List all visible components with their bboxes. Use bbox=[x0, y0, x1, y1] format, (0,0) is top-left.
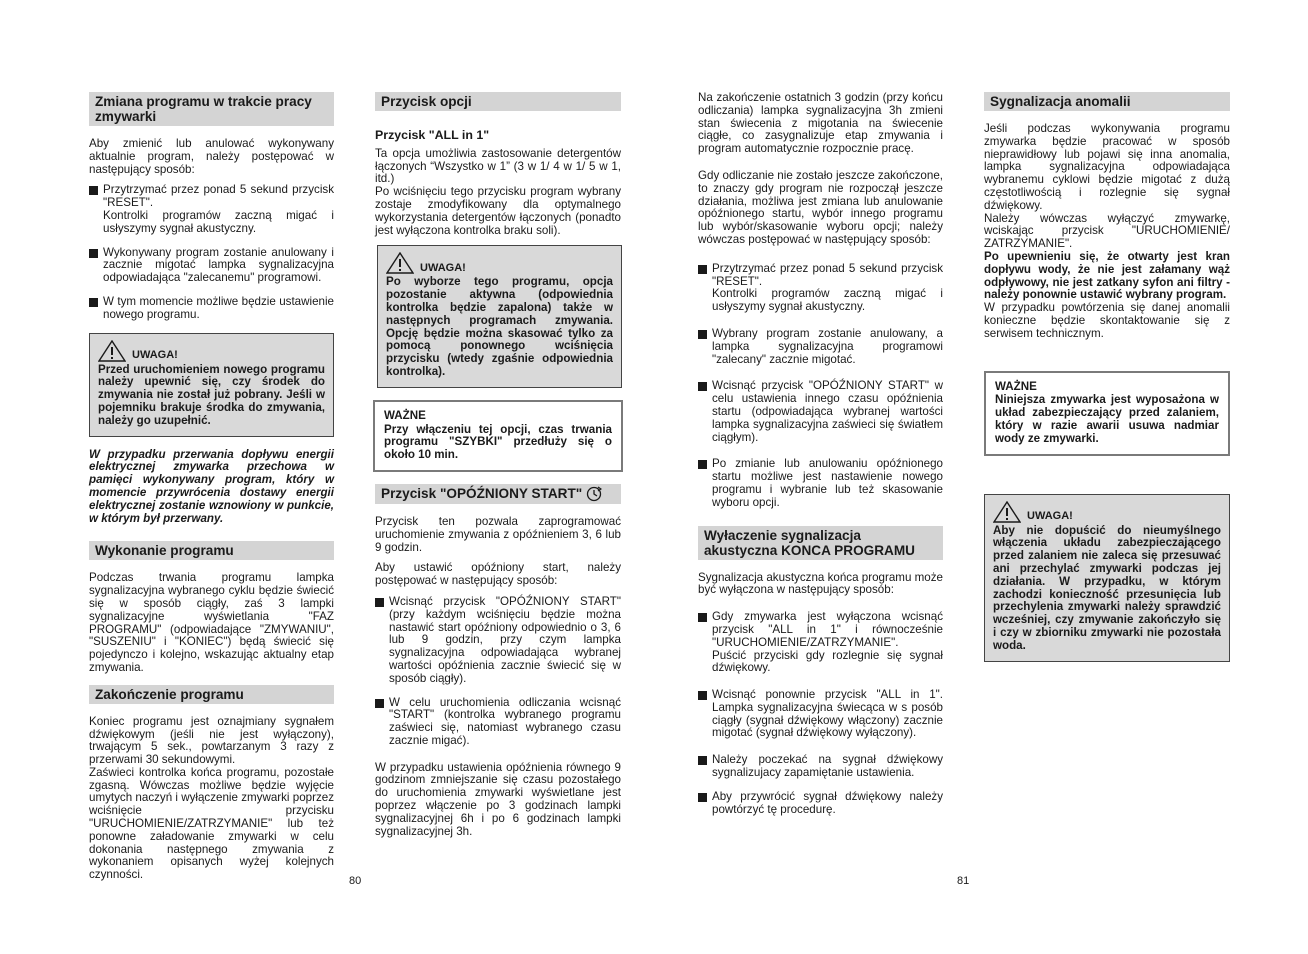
bullet-square-icon bbox=[698, 330, 707, 339]
heading-program-execution: Wykonanie programu bbox=[89, 541, 334, 560]
bullet-square-icon bbox=[698, 460, 707, 469]
list-item: W celu uruchomienia odliczania wcisnąć "START" (kontrolka wybranego programu zaświeci się, natomiast wybranego czasu zacznie migać). bbox=[375, 697, 621, 748]
delay-steps bbox=[375, 596, 621, 748]
countdown-text-1: Na zakończenie ostatnich 3 godzin (przy końcu odliczania) lampka sygnalizacyjna 3h zmieni stan świecenia z migotania na świecenie ciągłe, co zasygnalizuje etap zmywania i program automatycznie rozpocznie pracę. bbox=[698, 91, 943, 156]
warning-title: UWAGA! bbox=[420, 261, 466, 274]
delay-text-3: W przypadku ustawienia opóźnienia równego 9 godzinom zmniejszanie się czasu pozostałego do uruchomienia zmywarki wyświetlane jest poprzez włączenie po 3 godzinach lampki sygnalizacyjnej 6h i po 6 godzinach lampki sygnalizacyjnej 3h. bbox=[375, 760, 621, 838]
countdown-steps bbox=[698, 263, 943, 510]
delay-text-1: Przycisk ten pozwala zaprogramować uruchomienie zmywania z opóźnieniem 3, 6 lub 9 godzin. bbox=[375, 514, 621, 554]
list-item: W tym momencie możliwe będzie ustawienie nowego programu. bbox=[89, 296, 334, 322]
warning-triangle-icon bbox=[386, 252, 414, 274]
bullet-square-icon bbox=[89, 249, 98, 258]
delay-clock-icon bbox=[586, 486, 602, 502]
important-text: Przy włączeniu tej opcji, czas trwania programu "SZYBKI" przedłuży się o około 10 min. bbox=[384, 422, 612, 462]
warning-box bbox=[89, 333, 334, 437]
bullet-square-icon bbox=[89, 186, 98, 195]
list-item: Wykonywany program zostanie anulowany i zacznie migotać lampka sygnalizacyjna odpowiadająca "zalecanemu" programowi. bbox=[89, 247, 334, 285]
warning-title: UWAGA! bbox=[1027, 509, 1073, 522]
list-item: Należy poczekać na sygnał dźwiękowy sygnalizujacy zapamiętanie ustawienia. bbox=[698, 754, 943, 780]
countdown-text-2: Gdy odliczanie nie zostało jeszcze zakończone, to znaczy gdy program nie rozpoczął jeszcze działania, możliwa jest zmiana lub anulowanie opóźnionego startu, wybór innego programu lub wybór/skasowanie wyboru opcji; należy wówczas postępować w następujący sposób: bbox=[698, 168, 943, 246]
warning-text: Aby nie dopuścić do nieumyślnego włączenia układu zabezpieczającego przed zalaniem nie zaleca się przesuwać ani przechylać zmywarki podczas jej działania. W przypadku, w którym zachodzi konieczność przesunięcia lub przechylenia zmywarki należy sprawdzić wcześniej, czy zmywanie zakończyło się i czy w zbiorniku zmywarki nie pozostała woda. bbox=[993, 523, 1221, 652]
allin1-text-2: Po wciśnięciu tego przycisku program wybrany zostaje zmodyfikowany dla optymalnego wykorzystania detergentów łączonych (ponadto jest wyłączona kontrolka braku soli). bbox=[375, 185, 621, 237]
end-text-1: Koniec programu jest oznajmiany sygnałem dźwiękowym (jeśli nie jest wyłączony), trwającym 5 sek., powtarzanym 3 razy z przerwami 30 sekundowymi. bbox=[89, 714, 334, 767]
change-steps bbox=[89, 184, 334, 321]
anomaly-text-3: Po upewnieniu się, że otwarty jest kran dopływu wody, że nie jest załamany wąż odpływowy, nie jest zatkany syfon ani filtry - należy ponownie ustawić wybrany program. bbox=[984, 249, 1230, 302]
change-intro: Aby zmienić lub anulować wykonywany aktualnie program, należy postępować w następujący sposób: bbox=[89, 137, 334, 176]
heading-sound-off: Wyłaczenie sygnalizacja akustyczna KONCA PROGRAMU bbox=[698, 526, 943, 560]
bullet-square-icon bbox=[698, 613, 707, 622]
warning-box bbox=[984, 494, 1230, 662]
sound-text: Sygnalizacja akustyczna końca programu może być wyłączona w następujący sposób: bbox=[698, 570, 943, 597]
bullet-square-icon bbox=[698, 793, 707, 802]
column-3 bbox=[698, 92, 943, 827]
bullet-square-icon bbox=[698, 265, 707, 274]
heading-anomalies: Sygnalizacja anomalii bbox=[984, 92, 1230, 111]
subheading-all-in-1: Przycisk "ALL in 1" bbox=[375, 128, 490, 142]
anomaly-text-1: Jeśli podczas wykonywania programu zmywarka będzie pracować w sposób nieprawidłowy lub pojawi się inna anomalia, lampka sygnalizacyjna odpowiadająca wybranemu cyklowi będzie migotać z dużą częstotliwością i rozlegnie się sygnał dźwiękowy. bbox=[984, 122, 1230, 212]
heading-delay-start: Przycisk "OPÓŹNIONY START" bbox=[375, 484, 621, 504]
warning-box bbox=[377, 245, 622, 387]
list-item: Wybrany program zostanie anulowany, a lampka sygnalizacyjna programowi "zalecany" zacznie migotać. bbox=[698, 328, 943, 366]
list-item: Wcisnąć ponownie przycisk "ALL in 1". Lampka sygnalizacyjna świecąca w s posób ciągły (sygnał dźwiękowy włączony) zacznie migotać (sygnał dźwiękowy wyłączony). bbox=[698, 689, 943, 740]
list-item: Wcisnąć przycisk "OPÓŹNIONY START" w celu ustawienia innego czasu opóźnienia startu (odpowiadająca wybranej wartości lampka sygnalizacyjna zaświeci się światłem ciągłym). bbox=[698, 380, 943, 444]
bullet-square-icon bbox=[698, 382, 707, 391]
heading-option-button: Przycisk opcji bbox=[375, 92, 621, 111]
important-title: WAŻNE bbox=[995, 379, 1037, 393]
warning-text: Przed uruchomieniem nowego programu należy upewnić się, czy środek do zmywania nie został już pobrany. Jeśli w pojemniku brakuje środka do zmywania, należy go uzupełnić. bbox=[98, 362, 325, 427]
list-item: Aby przywrócić sygnał dźwiękowy należy powtórzyć tę procedurę. bbox=[698, 791, 943, 817]
list-item: Gdy zmywarka jest wyłączona wcisnąć przycisk "ALL in 1" i równocześnie "URUCHOMIENIE/ZATRZYMANIE". Puścić przyciski gdy rozlegnie się sygnał dźwiękowy. bbox=[698, 611, 943, 675]
page-number-right: 81 bbox=[957, 875, 970, 887]
anomaly-text-4: W przypadku powtórzenia się danej anomalii konieczne będzie skontaktowanie się z serwisem technicznym. bbox=[984, 301, 1230, 340]
column-4 bbox=[984, 92, 1230, 674]
warning-text: Po wyborze tego programu, opcja pozostanie aktywna (odpowiednia kontrolka będzie zapalona) także w następnych programach zmywania. Opcję będzie można skasować tylko za pomocą ponownego wciśnięcia przycisku (wtedy zgaśnie odpowiednia kontrolka). bbox=[386, 275, 613, 378]
heading-program-end: Zakończenie programu bbox=[89, 685, 334, 704]
warning-triangle-icon bbox=[993, 501, 1021, 523]
important-box bbox=[984, 371, 1230, 456]
list-item: Przytrzymać przez ponad 5 sekund przycisk "RESET". Kontrolki programów zaczną migać i usłyszymy sygnał akustyczny. bbox=[698, 263, 943, 314]
column-1 bbox=[89, 92, 334, 890]
list-item: Wcisnąć przycisk "OPÓŹNIONY START" (przy każdym wciśnięciu będzie można nastawić start opóźniony odpowiednio o 3, 6 lub 9 godzin, przy czym lampka sygnalizacyjna odpowiadająca wybranej wartości opóźnienia zacznie świecić się w sposób ciągły). bbox=[375, 596, 621, 686]
bullet-square-icon bbox=[375, 598, 384, 607]
page-number-left: 80 bbox=[349, 875, 362, 887]
allin1-text-1: Ta opcja umożliwia zastosowanie detergentów łączonych “Wszystko w 1” (3 w 1/ 4 w 1/ 5 w 1, itd.) bbox=[375, 146, 621, 186]
anomaly-text-2: Należy wówczas wyłączyć zmywarkę, wciskając przycisk "URUCHOMIENIE/ ZATRZYMANIE". bbox=[984, 211, 1230, 251]
bullet-square-icon bbox=[375, 699, 384, 708]
warning-title: UWAGA! bbox=[132, 348, 178, 361]
important-title: WAŻNE bbox=[384, 408, 426, 422]
bullet-square-icon bbox=[698, 691, 707, 700]
delay-text-2: Aby ustawić opóźniony start, należy postępować w następujący sposób: bbox=[375, 561, 621, 588]
list-item: Przytrzymać przez ponad 5 sekund przycisk "RESET". Kontrolki programów zaczną migać i usłyszymy sygnał akustyczny. bbox=[89, 184, 334, 235]
sound-steps bbox=[698, 611, 943, 816]
important-box bbox=[373, 400, 623, 472]
warning-triangle-icon bbox=[98, 340, 126, 362]
important-text: Niniejsza zmywarka jest wyposażona w układ zabezpieczający przed zalaniem, który w razie awarii usuwa nadmiar wody ze zmywarki. bbox=[995, 393, 1219, 445]
execution-text: Podczas trwania programu lampka sygnalizacyjna wybranego cyklu będzie świecić się w sposób ciągły, zaś 3 lampki sygnalizacyjne wyświetlania "FAZ PROGRAMU" (odpowiadające "ZMYWANIU", "SUSZENIU" i "KONIEC") będą świecić się pojedynczo i kolejno, wskazując aktualny etap zmywania. bbox=[89, 571, 334, 674]
bullet-square-icon bbox=[698, 756, 707, 765]
power-failure-note: W przypadku przerwania dopływu energii elektrycznej zmywarka przechowa w pamięci wykonywany program, który w momencie przywrócenia dostawy energii elektrycznej zostanie wznowiony w punkcie, w którym był przerwany. bbox=[89, 447, 334, 525]
end-text-2: Zaświeci kontrolka końca programu, pozostałe zgasną. Wówczas możliwe będzie wyjęcie umytych naczyń i wyłączenie zmywarki poprzez wciśnięcie przycisku "URUCHOMIENIE/ZATRZYMANIE" lub też ponowne załadowanie zmywarki w celu dokonania następnego zmywania z wykonaniem opisanych wyżej kolejnych czynności. bbox=[89, 765, 334, 882]
column-2 bbox=[375, 92, 621, 846]
heading-change-program: Zmiana programu w trakcie pracy zmywarki bbox=[89, 92, 334, 126]
bullet-square-icon bbox=[89, 298, 98, 307]
list-item: Po zmianie lub anulowaniu opóźnionego startu możliwe jest nastawienie nowego programu i wybranie lub też skasowanie wyboru opcji. bbox=[698, 458, 943, 509]
